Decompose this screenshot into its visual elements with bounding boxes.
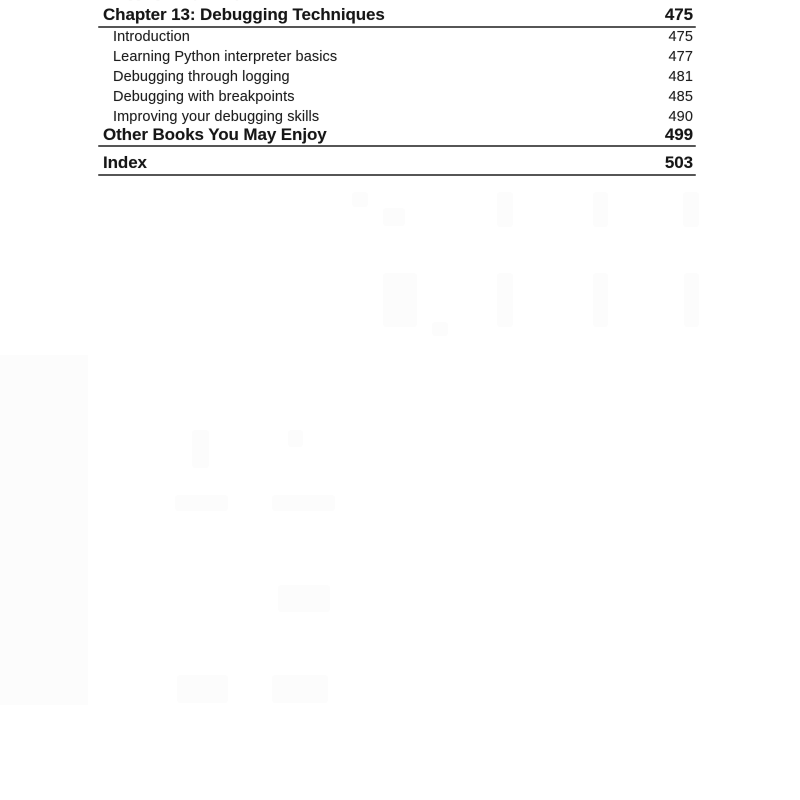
scan-artifact <box>684 273 699 327</box>
toc-entry-page-number: 499 <box>664 125 693 144</box>
toc-entry-page-number: 475 <box>664 5 693 24</box>
scan-artifact <box>383 273 417 327</box>
scan-artifact <box>497 192 513 227</box>
index-rule <box>98 174 696 176</box>
toc-entry-page-number: 490 <box>668 109 693 125</box>
other-books-rule <box>98 145 696 147</box>
scan-artifact <box>352 192 368 207</box>
toc-entry-page-number: 477 <box>668 49 693 65</box>
toc-entry-label: Debugging through logging <box>113 69 290 85</box>
scan-artifact <box>683 192 699 227</box>
scan-artifact <box>272 495 335 511</box>
toc-entry-debugging-through-logging[interactable] <box>98 67 696 87</box>
scan-artifact <box>432 322 448 336</box>
toc-entry-label: Improving your debugging skills <box>113 109 320 125</box>
toc-entry-label: Debugging with breakpoints <box>113 89 295 105</box>
scan-artifact <box>497 273 513 327</box>
toc-entry-page-number: 485 <box>668 89 693 105</box>
scan-artifact <box>593 192 608 227</box>
scan-artifact <box>175 495 228 511</box>
toc-entry-label: Chapter 13: Debugging Techniques <box>103 5 385 24</box>
scan-artifact <box>177 675 228 703</box>
toc-entry-label: Index <box>103 153 147 172</box>
toc-entry-label: Learning Python interpreter basics <box>113 49 338 65</box>
toc-entry-debugging-with-breakpoints[interactable] <box>98 87 696 107</box>
scan-artifact <box>288 430 303 447</box>
toc-entry-index[interactable] <box>98 154 696 172</box>
scan-artifact <box>272 675 328 703</box>
scan-artifact-column <box>0 355 88 705</box>
toc-entry-page-number: 503 <box>664 153 693 172</box>
toc-entry-label: Introduction <box>113 29 190 45</box>
scan-artifact <box>192 430 209 468</box>
table-of-contents <box>98 0 696 200</box>
toc-entry-page-number: 475 <box>668 29 693 45</box>
toc-entry-page-number: 481 <box>668 69 693 85</box>
toc-entry-label: Other Books You May Enjoy <box>103 125 327 144</box>
toc-clipped-previous-line <box>113 0 306 3</box>
toc-entry-chapter-13[interactable] <box>98 6 696 24</box>
scan-artifact <box>383 208 405 226</box>
toc-entry-introduction[interactable] <box>98 27 696 47</box>
scan-artifact <box>278 585 330 612</box>
toc-entry-improving-your-debugging-skills[interactable] <box>98 107 696 127</box>
toc-entry-learning-python-interpreter-basics[interactable] <box>98 47 696 67</box>
scan-artifact <box>593 273 608 327</box>
toc-entry-other-books-you-may-enjoy[interactable] <box>98 126 696 144</box>
